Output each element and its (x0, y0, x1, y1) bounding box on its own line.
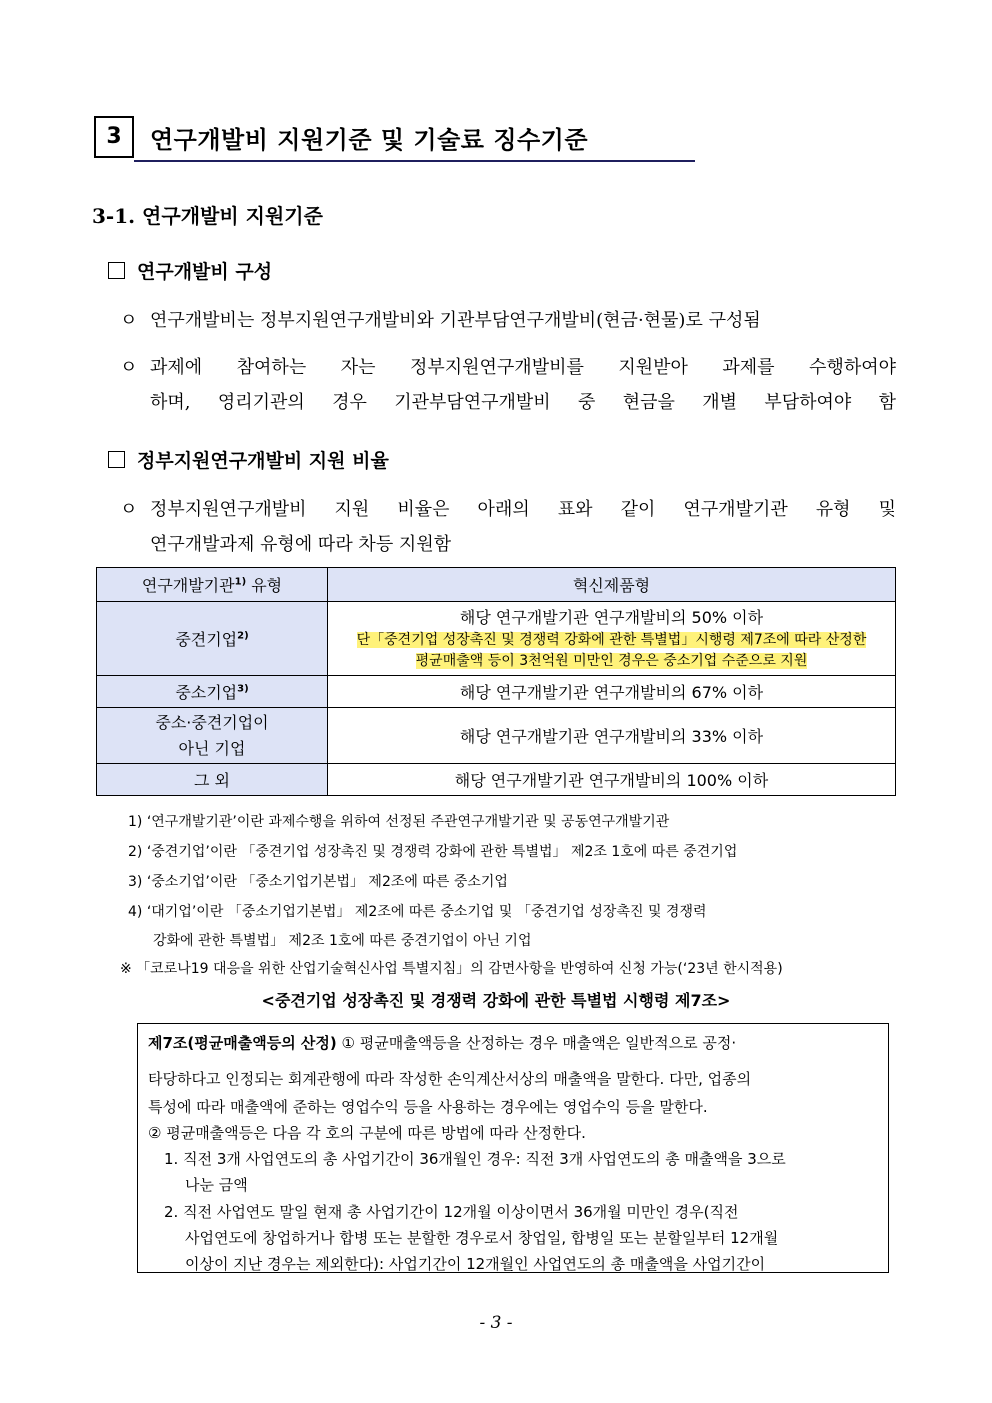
table-header-cell: 혁신제품형 (328, 568, 896, 602)
heading-rnd-cost-composition (108, 257, 272, 284)
table-header-cell (97, 568, 328, 602)
law-line: 2. 직전 사업연도 말일 현재 총 사업기간이 12개월 이상이면서 36개월 미만인 경우(직전 (164, 1203, 739, 1221)
header-text: 연구개발기관 (141, 576, 235, 595)
row-label-text: 아닌 기업 (178, 738, 246, 758)
footnote: 2) ‘중견기업’이란 「중견기업 성장촉진 및 경쟁력 강화에 관한 특별법」 제2조 1호에 따른 중견기업 (128, 844, 738, 860)
law-line: 1. 직전 3개 사업연도의 총 사업기간이 36개월인 경우: 직전 3개 사업연도의 총 매출액을 3으로 (164, 1150, 786, 1168)
law-line: 타당하다고 인정되는 회계관행에 따라 작성한 손익계산서상의 매출액을 말한다. 다만, 업종의 (148, 1070, 752, 1088)
row-label-text: 중견기업 (175, 630, 238, 649)
subsection-title: 3-1. 연구개발비 지원기준 (92, 204, 323, 228)
heading-gov-support-ratio (108, 446, 389, 473)
footnote: 3) ‘중소기업’이란 「중소기업기본법」 제2조에 따른 중소기업 (128, 874, 508, 890)
paragraph-line: 과제에 참여하는 자는 정부지원연구개발비를 지원받아 과제를 수행하여야 (150, 357, 896, 378)
table-row-label (97, 602, 328, 676)
heading-text: 정부지원연구개발비 지원 비율 (137, 450, 389, 472)
heading-text: 연구개발비 구성 (137, 261, 273, 283)
support-ratio-table (96, 567, 896, 796)
law-line: 특성에 따라 매출액에 준하는 영업수익 등을 사용하는 경우에는 영업수익 등을 말한다. (148, 1098, 708, 1116)
header-text: 유형 (246, 576, 283, 595)
table-cell: 해당 연구개발기관 연구개발비의 67% 이하 (328, 676, 896, 708)
law-text: ① 평균매출액등을 산정하는 경우 매출액은 일반적으로 공정· (336, 1034, 737, 1052)
table-cell (328, 602, 896, 676)
bullet-icon: ㅇ (120, 499, 138, 520)
square-bullet-icon (108, 451, 125, 468)
table-row (97, 708, 896, 764)
bullet-icon: ㅇ (120, 310, 138, 331)
article-heading: 제7조(평균매출액등의 산정) (148, 1034, 337, 1052)
paragraph-line: 정부지원연구개발비 지원 비율은 아래의 표와 같이 연구개발기관 유형 및 (150, 499, 896, 520)
table-cell: 해당 연구개발기관 연구개발비의 33% 이하 (328, 708, 896, 764)
bullet-icon: ㅇ (120, 357, 138, 378)
footnote-marker: 2) (237, 630, 249, 642)
paragraph-line: 연구개발비는 정부지원연구개발비와 기관부담연구개발비(현금·현물)로 구성됨 (150, 310, 761, 331)
footnote: 4) ‘대기업’이란 「중소기업기본법」 제2조에 따른 중소기업 및 「중견기업 성장촉진 및 경쟁력 (128, 904, 707, 920)
footnote-marker: 1) (234, 576, 247, 588)
footnote-marker: 3) (237, 683, 249, 695)
section-underline (134, 160, 695, 162)
law-line: ② 평균매출액등은 다음 각 호의 구분에 따른 방법에 따라 산정한다. (148, 1124, 586, 1142)
footnote: 1) ‘연구개발기관’이란 과제수행을 위하여 선정된 주관연구개발기관 및 공동연구개발기관 (128, 814, 670, 830)
table-row-label (97, 708, 328, 764)
highlighted-note: 평균매출액 등이 3천억원 미만인 경우은 중소기업 수준으로 지원 (415, 652, 808, 669)
law-line: 나눈 금액 (185, 1176, 248, 1194)
table-row-label (97, 676, 328, 708)
page-number: - 3 - (479, 1313, 513, 1333)
law-line (148, 1032, 736, 1053)
covid-note: ※ 「코로나19 대응을 위한 산업기술혁신사업 특별지침」의 감면사항을 반영하여 신청 가능(‘23년 한시적용) (120, 961, 783, 977)
square-bullet-icon (108, 262, 125, 279)
table-row-label: 그 외 (97, 764, 328, 796)
law-line: 이상이 지난 경우는 제외한다): 사업기간이 12개월인 사업연도의 총 매출액을 사업기간이 (185, 1255, 766, 1273)
table-row (97, 764, 896, 796)
footnote: 강화에 관한 특별법」 제2조 1호에 따른 중견기업이 아닌 기업 (153, 933, 532, 949)
table-cell: 해당 연구개발기관 연구개발비의 100% 이하 (328, 764, 896, 796)
table-row (97, 602, 896, 676)
paragraph-line: 하며, 영리기관의 경우 기관부담연구개발비 중 현금을 개별 부담하여야 함 (150, 392, 896, 413)
table-header-row (97, 568, 896, 602)
section-title: 연구개발비 지원기준 및 기술료 징수기준 (150, 126, 589, 154)
row-label-text: 중소기업 (175, 683, 238, 702)
table-row (97, 676, 896, 708)
section-number: 3 (94, 116, 134, 158)
cell-value: 해당 연구개발기관 연구개발비의 50% 이하 (459, 607, 764, 627)
law-excerpt-box (137, 1023, 889, 1273)
highlighted-note: 단「중견기업 성장촉진 및 경쟁력 강화에 관한 특별법」시행령 제7조에 따라 산정한 (356, 631, 867, 648)
law-line: 사업연도에 창업하거나 합병 또는 분할한 경우로서 창업일, 합병일 또는 분할일부터 12개월 (185, 1229, 779, 1247)
row-label-text: 중소·중견기업이 (155, 712, 269, 732)
law-title: <중견기업 성장촉진 및 경쟁력 강화에 관한 특별법 시행령 제7조> (261, 991, 731, 1010)
paragraph-line: 연구개발과제 유형에 따라 차등 지원함 (150, 534, 452, 555)
